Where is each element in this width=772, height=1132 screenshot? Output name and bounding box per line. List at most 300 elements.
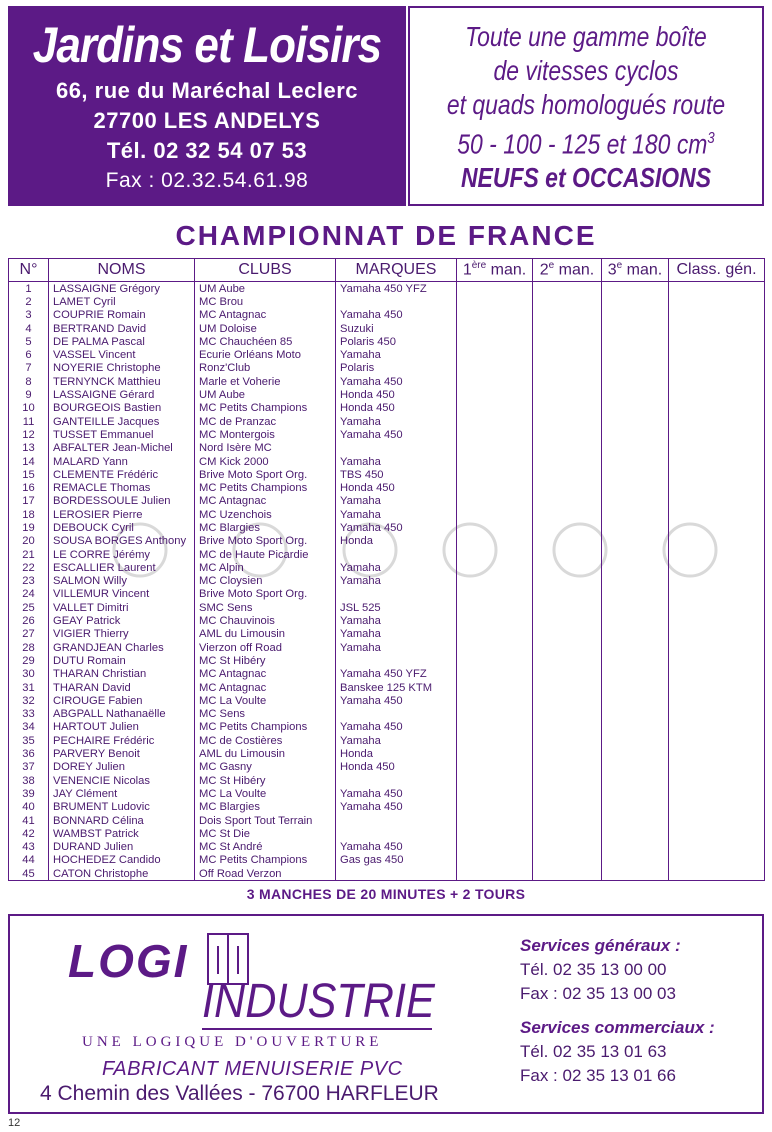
cell-man2 [533, 282, 602, 296]
cell-club: Dois Sport Tout Terrain [195, 814, 336, 827]
cell-man3 [602, 455, 669, 468]
table-row [9, 282, 765, 296]
cell-man3 [602, 628, 669, 641]
cell-man1 [457, 721, 533, 734]
results-table-body [9, 282, 765, 881]
cell-classement [669, 561, 765, 574]
cell-classement [669, 468, 765, 481]
cell-club: MC Antagnac [195, 495, 336, 508]
cell-marque: Honda [336, 747, 457, 760]
cell-man3 [602, 295, 669, 308]
cell-classement [669, 282, 765, 296]
cell-classement [669, 428, 765, 441]
cell-man1 [457, 708, 533, 721]
cell-man3 [602, 601, 669, 614]
page-title: CHAMPIONNAT DE FRANCE [175, 220, 597, 251]
services-commerciaux-block [520, 1016, 715, 1088]
table-row [9, 681, 765, 694]
table-row [9, 827, 765, 840]
cell-num: 36 [9, 747, 49, 760]
cell-num: 35 [9, 734, 49, 747]
services-generaux-title: Services généraux : [520, 936, 681, 955]
table-row [9, 708, 765, 721]
cell-classement [669, 335, 765, 348]
cell-nom: SALMON Willy [49, 575, 195, 588]
cell-nom: SOUSA BORGES Anthony [49, 535, 195, 548]
cell-marque: Banskee 125 KTM [336, 681, 457, 694]
table-row [9, 575, 765, 588]
cell-man3 [602, 641, 669, 654]
cell-classement [669, 588, 765, 601]
cell-man1 [457, 388, 533, 401]
cell-club: MC La Voulte [195, 787, 336, 800]
table-row [9, 442, 765, 455]
cell-man2 [533, 801, 602, 814]
cell-man1 [457, 561, 533, 574]
cell-marque: Honda 450 [336, 481, 457, 494]
cell-man2 [533, 840, 602, 853]
cell-man2 [533, 428, 602, 441]
cell-num: 3 [9, 309, 49, 322]
table-row [9, 840, 765, 853]
ad-fabricant: FABRICANT MENUISERIE PVC [102, 1058, 403, 1080]
cell-marque: Yamaha [336, 641, 457, 654]
cell-man3 [602, 774, 669, 787]
cell-num: 25 [9, 601, 49, 614]
table-row [9, 561, 765, 574]
cell-classement [669, 708, 765, 721]
cell-marque [336, 588, 457, 601]
cell-man3 [602, 375, 669, 388]
cell-club: UM Doloise [195, 322, 336, 335]
table-row [9, 481, 765, 494]
cell-classement [669, 388, 765, 401]
cell-nom: CATON Christophe [49, 867, 195, 881]
ad-tagline: UNE LOGIQUE D'OUVERTURE [82, 1034, 383, 1050]
cell-nom: THARAN Christian [49, 668, 195, 681]
cell-club: MC de Costières [195, 734, 336, 747]
table-row [9, 335, 765, 348]
cell-club: AML du Limousin [195, 628, 336, 641]
cell-num: 1 [9, 282, 49, 296]
cell-classement [669, 734, 765, 747]
cell-classement [669, 774, 765, 787]
cell-nom: LAMET Cyril [49, 295, 195, 308]
col-marques-header: MARQUES [336, 259, 457, 282]
cell-man1 [457, 827, 533, 840]
race-format-note: 3 MANCHES DE 20 MINUTES + 2 TOURS [246, 886, 526, 902]
table-row [9, 508, 765, 521]
cell-club: MC Antagnac [195, 681, 336, 694]
cell-marque: Polaris 450 [336, 335, 457, 348]
cell-man3 [602, 508, 669, 521]
cell-num: 45 [9, 867, 49, 881]
ad-street-address: 4 Chemin des Vallées - 76700 HARFLEUR [40, 1082, 439, 1105]
cell-man2 [533, 628, 602, 641]
promo-line1: Toute une gamme boîte [465, 21, 707, 52]
cell-nom: DOREY Julien [49, 761, 195, 774]
table-row [9, 309, 765, 322]
cell-marque: Yamaha [336, 575, 457, 588]
cell-man2 [533, 442, 602, 455]
cell-man2 [533, 614, 602, 627]
cell-man2 [533, 641, 602, 654]
cell-man1 [457, 455, 533, 468]
cell-classement [669, 375, 765, 388]
cell-club: CM Kick 2000 [195, 455, 336, 468]
cell-man1 [457, 654, 533, 667]
cell-nom: LASSAIGNE Grégory [49, 282, 195, 296]
table-row [9, 362, 765, 375]
cell-club: Brive Moto Sport Org. [195, 468, 336, 481]
cell-marque: Yamaha [336, 561, 457, 574]
cell-num: 40 [9, 801, 49, 814]
cell-marque [336, 654, 457, 667]
cell-num: 11 [9, 415, 49, 428]
cell-classement [669, 628, 765, 641]
cell-nom: HARTOUT Julien [49, 721, 195, 734]
cell-man1 [457, 628, 533, 641]
cell-num: 5 [9, 335, 49, 348]
cell-man3 [602, 814, 669, 827]
cell-man3 [602, 495, 669, 508]
services-generaux-tel: Tél. 02 35 13 00 00 [520, 960, 667, 979]
promo-line3: et quads homologués route [446, 89, 726, 120]
promo-panel [408, 6, 764, 206]
cell-nom: VENENCIE Nicolas [49, 774, 195, 787]
cell-man3 [602, 854, 669, 867]
cell-num: 23 [9, 575, 49, 588]
cell-num: 31 [9, 681, 49, 694]
cell-club: MC Petits Champions [195, 854, 336, 867]
table-row [9, 854, 765, 867]
col-clubs-header: CLUBS [195, 259, 336, 282]
cell-man3 [602, 335, 669, 348]
logo-word-logi: LOGI [68, 935, 189, 987]
cell-classement [669, 322, 765, 335]
cell-num: 12 [9, 428, 49, 441]
cell-club: Ronz'Club [195, 362, 336, 375]
cell-classement [669, 761, 765, 774]
cell-classement [669, 694, 765, 707]
cell-nom: BOURGEOIS Bastien [49, 402, 195, 415]
col-man3-header [602, 259, 669, 282]
table-row [9, 535, 765, 548]
cell-man1 [457, 641, 533, 654]
cell-marque: TBS 450 [336, 468, 457, 481]
cell-num: 20 [9, 535, 49, 548]
cell-man3 [602, 867, 669, 881]
cell-num: 33 [9, 708, 49, 721]
cell-man1 [457, 614, 533, 627]
promo-line4-sup: 3 [707, 130, 715, 147]
table-row [9, 348, 765, 361]
cell-marque [336, 774, 457, 787]
cell-man3 [602, 787, 669, 800]
cell-classement [669, 747, 765, 760]
cell-man3 [602, 468, 669, 481]
promo-line4-text: 50 - 100 - 125 et 180 cm [457, 128, 708, 160]
cell-nom: JAY Clément [49, 787, 195, 800]
cell-num: 16 [9, 481, 49, 494]
cell-man1 [457, 535, 533, 548]
cell-man3 [602, 614, 669, 627]
cell-nom: VALLET Dimitri [49, 601, 195, 614]
table-row [9, 495, 765, 508]
cell-man3 [602, 388, 669, 401]
cell-man3 [602, 681, 669, 694]
cell-man2 [533, 415, 602, 428]
cell-classement [669, 362, 765, 375]
cell-nom: ABGPALL Nathanaëlle [49, 708, 195, 721]
table-row [9, 601, 765, 614]
cell-club: MC Alpin [195, 561, 336, 574]
cell-num: 21 [9, 548, 49, 561]
cell-man1 [457, 362, 533, 375]
cell-man2 [533, 495, 602, 508]
cell-nom: GRANDJEAN Charles [49, 641, 195, 654]
cell-man1 [457, 521, 533, 534]
cell-nom: DUTU Romain [49, 654, 195, 667]
table-row [9, 774, 765, 787]
cell-man3 [602, 442, 669, 455]
col-classement-header: Class. gén. [669, 259, 765, 282]
cell-marque: Yamaha 450 [336, 721, 457, 734]
cell-nom: DURAND Julien [49, 840, 195, 853]
cell-man1 [457, 774, 533, 787]
cell-num: 7 [9, 362, 49, 375]
cell-club: MC Cloysien [195, 575, 336, 588]
man1-suffix: man. [486, 261, 527, 279]
cell-club: Nord Isère MC [195, 442, 336, 455]
cell-nom: TERNYNCK Matthieu [49, 375, 195, 388]
cell-club: MC Sens [195, 708, 336, 721]
cell-marque: Yamaha 450 [336, 694, 457, 707]
cell-nom: ABFALTER Jean-Michel [49, 442, 195, 455]
table-row [9, 388, 765, 401]
man1-num: 1 [462, 261, 472, 279]
cell-classement [669, 455, 765, 468]
cell-man2 [533, 521, 602, 534]
cell-nom: VIGIER Thierry [49, 628, 195, 641]
cell-man2 [533, 787, 602, 800]
cell-club: MC St Hibéry [195, 654, 336, 667]
services-commerciaux-title: Services commerciaux : [520, 1018, 715, 1037]
cell-man3 [602, 309, 669, 322]
cell-marque: Yamaha 450 [336, 309, 457, 322]
cell-man1 [457, 761, 533, 774]
table-row [9, 322, 765, 335]
cell-marque: Yamaha [336, 734, 457, 747]
cell-club: MC Petits Champions [195, 481, 336, 494]
cell-num: 18 [9, 508, 49, 521]
cell-marque: Yamaha [336, 614, 457, 627]
cell-nom: WAMBST Patrick [49, 827, 195, 840]
cell-man2 [533, 827, 602, 840]
cell-marque [336, 548, 457, 561]
cell-man3 [602, 575, 669, 588]
table-row [9, 295, 765, 308]
cell-club: Brive Moto Sport Org. [195, 535, 336, 548]
cell-marque: Gas gas 450 [336, 854, 457, 867]
cell-man2 [533, 601, 602, 614]
cell-nom: VASSEL Vincent [49, 348, 195, 361]
cell-club: MC St Die [195, 827, 336, 840]
cell-man1 [457, 694, 533, 707]
cell-classement [669, 402, 765, 415]
cell-club: MC Chauvinois [195, 614, 336, 627]
table-row [9, 428, 765, 441]
cell-club: UM Aube [195, 282, 336, 296]
cell-man2 [533, 694, 602, 707]
cell-club: MC Blargies [195, 521, 336, 534]
shop-address-line1: 66, rue du Maréchal Leclerc [55, 78, 359, 103]
cell-man2 [533, 774, 602, 787]
cell-man2 [533, 362, 602, 375]
cell-man2 [533, 295, 602, 308]
cell-marque [336, 295, 457, 308]
cell-num: 30 [9, 668, 49, 681]
cell-man1 [457, 854, 533, 867]
cell-num: 24 [9, 588, 49, 601]
cell-man3 [602, 428, 669, 441]
shop-fax: Fax : 02.32.54.61.98 [105, 169, 309, 192]
cell-nom: NOYERIE Christophe [49, 362, 195, 375]
table-row [9, 548, 765, 561]
cell-num: 15 [9, 468, 49, 481]
cell-marque: Suzuki [336, 322, 457, 335]
cell-man3 [602, 734, 669, 747]
logo-divider [202, 1028, 432, 1030]
cell-man1 [457, 668, 533, 681]
cell-nom: LE CORRE Jérémy [49, 548, 195, 561]
cell-classement [669, 840, 765, 853]
cell-man1 [457, 801, 533, 814]
cell-num: 32 [9, 694, 49, 707]
cell-classement [669, 721, 765, 734]
cell-man1 [457, 747, 533, 760]
cell-man3 [602, 561, 669, 574]
cell-man2 [533, 721, 602, 734]
cell-man3 [602, 588, 669, 601]
cell-num: 34 [9, 721, 49, 734]
cell-num: 10 [9, 402, 49, 415]
cell-club: Marle et Voherie [195, 375, 336, 388]
table-row [9, 614, 765, 627]
cell-man2 [533, 681, 602, 694]
man3-suffix: man. [622, 261, 663, 279]
cell-nom: THARAN David [49, 681, 195, 694]
cell-man3 [602, 694, 669, 707]
table-row [9, 814, 765, 827]
cell-num: 44 [9, 854, 49, 867]
cell-man1 [457, 481, 533, 494]
cell-man3 [602, 801, 669, 814]
col-man1-header [457, 259, 533, 282]
cell-man2 [533, 548, 602, 561]
cell-man2 [533, 814, 602, 827]
cell-man2 [533, 388, 602, 401]
cell-man1 [457, 601, 533, 614]
table-row [9, 588, 765, 601]
cell-nom: CIROUGE Fabien [49, 694, 195, 707]
cell-nom: BORDESSOULE Julien [49, 495, 195, 508]
cell-marque: Honda 450 [336, 388, 457, 401]
cell-marque: Yamaha [336, 508, 457, 521]
results-table [8, 258, 765, 881]
shop-phone: Tél. 02 32 54 07 53 [106, 138, 308, 163]
cell-man1 [457, 348, 533, 361]
cell-classement [669, 614, 765, 627]
promo-line5: NEUFS et OCCASIONS [460, 162, 712, 194]
cell-nom: PECHAIRE Frédéric [49, 734, 195, 747]
cell-nom: LASSAIGNE Gérard [49, 388, 195, 401]
cell-classement [669, 641, 765, 654]
cell-num: 14 [9, 455, 49, 468]
cell-marque: Yamaha [336, 348, 457, 361]
cell-club: MC Petits Champions [195, 402, 336, 415]
cell-man3 [602, 747, 669, 760]
cell-marque: Yamaha [336, 628, 457, 641]
cell-classement [669, 495, 765, 508]
cell-num: 38 [9, 774, 49, 787]
services-generaux-fax: Fax : 02 35 13 00 03 [520, 984, 676, 1003]
cell-nom: COUPRIE Romain [49, 309, 195, 322]
cell-man1 [457, 428, 533, 441]
cell-nom: DE PALMA Pascal [49, 335, 195, 348]
cell-man1 [457, 295, 533, 308]
cell-marque: Yamaha 450 [336, 787, 457, 800]
table-row [9, 468, 765, 481]
cell-man1 [457, 282, 533, 296]
cell-man3 [602, 761, 669, 774]
cell-club: MC Blargies [195, 801, 336, 814]
cell-num: 37 [9, 761, 49, 774]
cell-classement [669, 654, 765, 667]
cell-club: MC Uzenchois [195, 508, 336, 521]
table-row [9, 375, 765, 388]
cell-man3 [602, 708, 669, 721]
cell-man1 [457, 814, 533, 827]
cell-man3 [602, 282, 669, 296]
cell-nom: DEBOUCK Cyril [49, 521, 195, 534]
cell-num: 28 [9, 641, 49, 654]
cell-num: 39 [9, 787, 49, 800]
cell-classement [669, 415, 765, 428]
table-row [9, 761, 765, 774]
cell-classement [669, 814, 765, 827]
cell-man3 [602, 362, 669, 375]
cell-man3 [602, 535, 669, 548]
cell-man2 [533, 402, 602, 415]
services-commerciaux-fax: Fax : 02 35 13 01 66 [520, 1066, 676, 1085]
promo-line4 [442, 122, 731, 161]
cell-man1 [457, 309, 533, 322]
cell-man2 [533, 348, 602, 361]
cell-classement [669, 521, 765, 534]
cell-nom: HOCHEDEZ Candido [49, 854, 195, 867]
cell-man3 [602, 548, 669, 561]
cell-classement [669, 668, 765, 681]
cell-marque: Honda 450 [336, 761, 457, 774]
cell-man2 [533, 561, 602, 574]
cell-num: 29 [9, 654, 49, 667]
cell-man3 [602, 402, 669, 415]
shop-ad-panel [8, 6, 406, 206]
cell-man1 [457, 840, 533, 853]
cell-nom: BRUMENT Ludovic [49, 801, 195, 814]
cell-club: MC Petits Champions [195, 721, 336, 734]
